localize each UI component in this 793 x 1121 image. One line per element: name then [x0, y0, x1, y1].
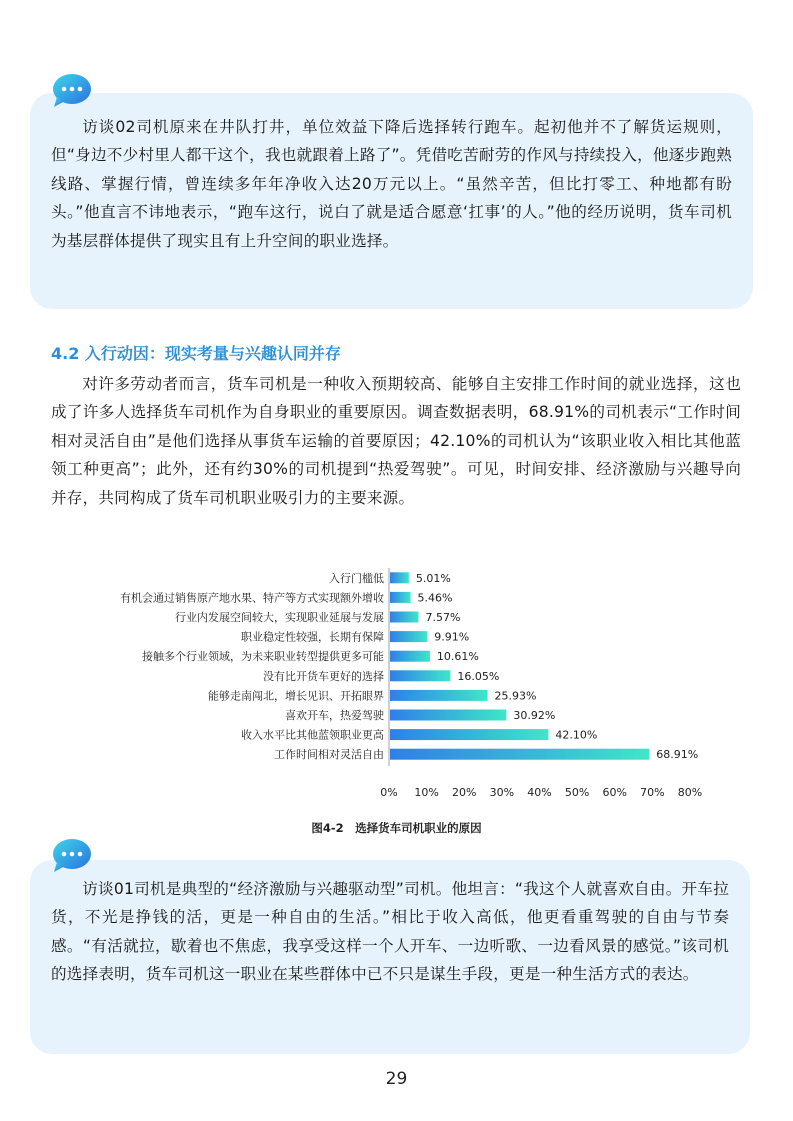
chat-bubble-icon — [51, 838, 93, 874]
interview-text-1: 访谈02司机原来在井队打井，单位效益下降后选择转行跑车。起初他并不了解货运规则，但“身边不少村里人都干这个，我也就跟着上路了”。凭借吃苦耐劳的作风与持续投入，他逐步跑熟线路、掌握行情，曾连续多年年净收入达20万元以上。“虽然辛苦，但比打零工、种地都有盼头。”他直言不讳地表示，“跑车这行，说白了就是适合愿意‘扛事’的人。”他的经历说明，货车司机为基层群体提供了现实且有上升空间的职业选择。 — [51, 118, 732, 250]
data-label: 42.10% — [555, 728, 598, 742]
x-tick-label: 10% — [414, 786, 439, 799]
bar-chart-svg — [0, 560, 793, 820]
data-label: 7.57% — [425, 611, 461, 624]
data-label: 25.93% — [494, 689, 537, 703]
x-tick-label: 70% — [640, 786, 665, 799]
data-label: 5.46% — [417, 591, 453, 605]
data-label: 9.91% — [434, 630, 470, 644]
x-tick-label: 60% — [602, 786, 627, 799]
section-paragraph: 对许多劳动者而言，货车司机是一种收入预期较高、能够自主安排工作时间的就业选择，这也成了许多人选择货车司机作为自身职业的重要原因。调查数据表明，68.91%的司机表示“工作时间相对灵活自由”是他们选择从事货车运输的首要原因；42.10%的司机认为“该职业收入相比其他蓝领工种更高”；此外，还有约30%的司机提到“热爱驾驶”。可见，时间安排、经济激励与兴趣导向并存，共同构成了货车司机职业吸引力的主要来源。 — [51, 375, 741, 507]
bar-chart — [0, 560, 793, 820]
interview-box-2 — [30, 860, 750, 1054]
category-label: 职业稳定性较强，长期有保障 — [241, 630, 384, 644]
bar — [390, 651, 430, 662]
category-label: 接触多个行业领域，为未来职业转型提供更多可能 — [142, 650, 384, 664]
interview-text-2: 访谈01司机是典型的“经济激励与兴趣驱动型”司机。他坦言：“我这个人就喜欢自由。开车拉货，不光是挣钱的活，更是一种自由的生活。”相比于收入高低，他更看重驾驶的自由与节奏感。“有活就拉，歇着也不焦虑，我享受这样一个人开车、一边听歌、一边看风景的感觉。”该司机的选择表明，货车司机这一职业在某些群体中已不只是谋生手段，更是一种生活方式的表达。 — [51, 880, 729, 984]
data-label: 10.61% — [436, 650, 479, 664]
category-label: 有机会通过销售原产地水果、特产等方式实现额外增收 — [120, 591, 384, 605]
category-label: 喜欢开车，热爱驾驶 — [285, 709, 384, 722]
data-label: 16.05% — [457, 669, 500, 683]
bar — [390, 690, 488, 701]
bar — [390, 729, 548, 740]
section-title: 4.2 入行动因：现实考量与兴趣认同并存 — [51, 344, 341, 363]
figure-caption: 图4-2 选择货车司机职业的原因 — [311, 821, 482, 835]
page-number: 29 — [385, 1069, 408, 1089]
x-tick-label: 50% — [564, 786, 590, 799]
data-label: 68.91% — [656, 748, 699, 762]
x-tick-label: 30% — [489, 786, 515, 799]
bar — [390, 572, 409, 583]
x-tick-label: 20% — [452, 786, 477, 799]
category-label: 收入水平比其他蓝领职业更高 — [241, 728, 384, 742]
x-tick-label: 80% — [677, 786, 703, 799]
x-tick-label: 40% — [527, 786, 552, 799]
bar — [390, 749, 649, 760]
bar — [390, 612, 418, 623]
data-label: 5.01% — [415, 571, 451, 585]
data-label: 30.92% — [513, 709, 556, 722]
category-label: 能够走南闯北，增长见识、开拓眼界 — [208, 689, 384, 703]
chat-bubble-icon — [51, 73, 93, 109]
x-tick-label: 0% — [380, 786, 398, 799]
category-label: 入行门槛低 — [329, 571, 384, 585]
bar — [390, 710, 506, 721]
bar — [390, 592, 411, 603]
interview-box-1 — [30, 93, 753, 309]
section-body — [51, 370, 741, 512]
category-label: 工作时间相对灵活自由 — [274, 748, 384, 762]
bar — [390, 670, 450, 681]
category-label: 行业内发展空间较大，实现职业延展与发展 — [175, 611, 384, 624]
bar — [390, 631, 427, 642]
category-label: 没有比开货车更好的选择 — [263, 669, 384, 683]
